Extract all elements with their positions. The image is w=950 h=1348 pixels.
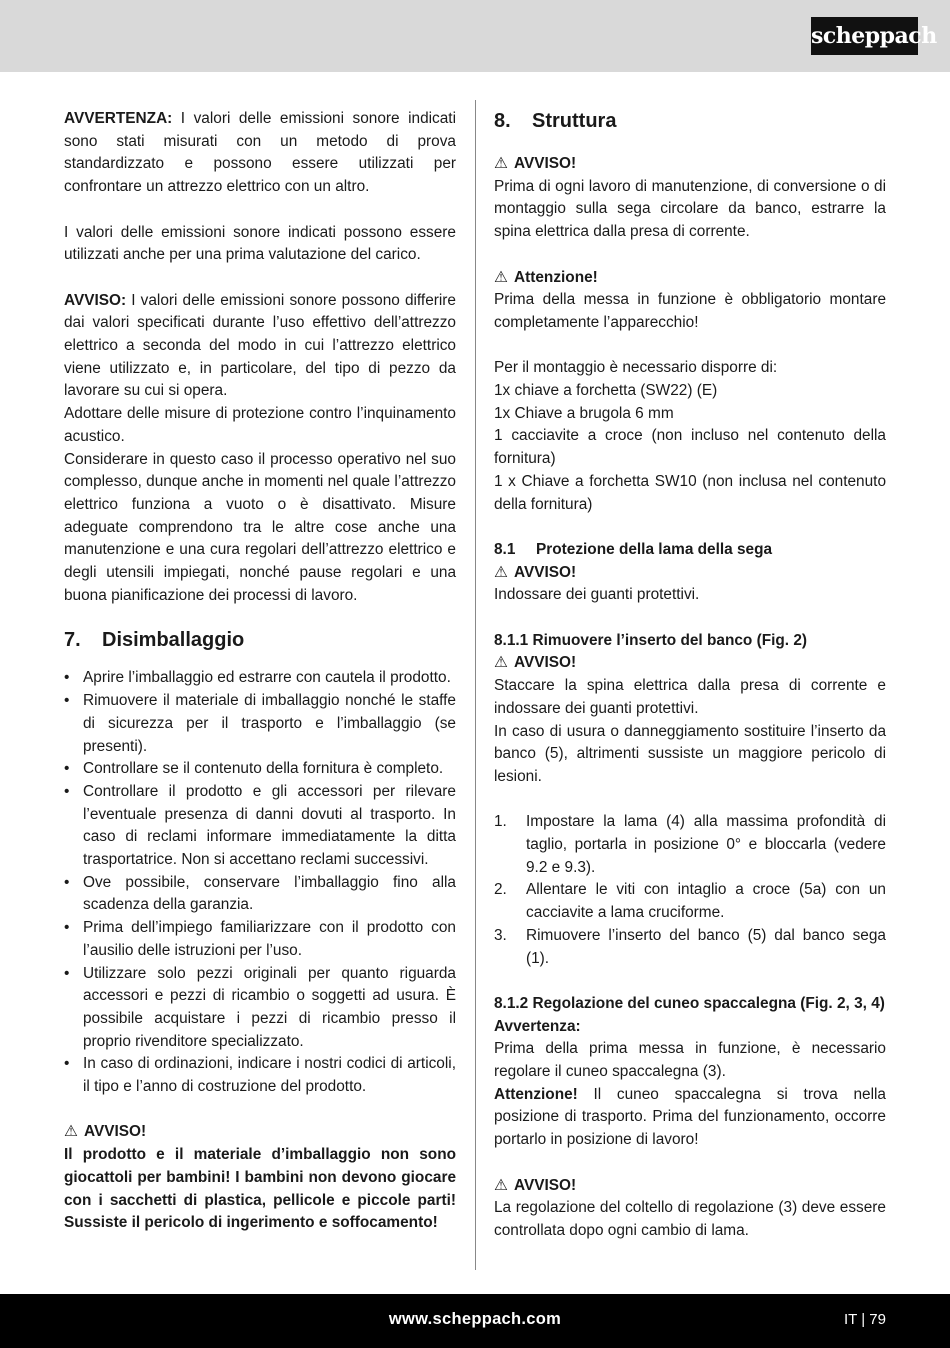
tool-item: 1 x Chiave a forchetta SW10 (non inclusa nel contenuto della fornitura) bbox=[494, 472, 886, 513]
list-item bbox=[494, 879, 886, 924]
list-item: • Ove possibile, conservare l’imballaggio fino alla scadenza della garanzia. bbox=[64, 872, 456, 917]
warning-label: AVVISO! bbox=[84, 1123, 147, 1141]
warning-heading bbox=[494, 562, 886, 585]
gloves-text: Indossare dei guanti protettivi. bbox=[494, 586, 700, 604]
section-8-heading bbox=[494, 108, 886, 134]
section-7-title: Disimballaggio bbox=[102, 629, 245, 652]
right-column bbox=[494, 108, 886, 1243]
section-7-heading bbox=[64, 627, 456, 653]
process-paragraph: Considerare in questo caso il processo operativo nel suo complesso, dunque anche in momenti nel quale l’attrezzo elettrico funziona a vuoto o è disattivato. Misure adeguate comprendono tra le altre cose anche una manutenzione e una cura regolari dell’attrezzo elettrico e degli utensili impiegati, nonché pause regolari e una buona pianificazione dei processi di lavoro. bbox=[64, 450, 456, 604]
unplug-text: Staccare la spina elettrica dalla presa di corrente e indossare dei guanti protettivi. bbox=[494, 677, 886, 717]
header-band bbox=[0, 0, 950, 72]
attention-paragraph bbox=[494, 1084, 886, 1152]
section-8-1-title: Protezione della lama della sega bbox=[536, 540, 773, 558]
section-8-title: Struttura bbox=[532, 110, 617, 132]
step-text: Impostare la lama (4) alla massima profondità di taglio, portarla in posizione 0° e bloccarla (vedere 9.2 e 9.3). bbox=[526, 813, 886, 876]
step-text: Rimuovere l’inserto del banco (5) dal banco sega (1). bbox=[526, 926, 886, 967]
noise-warning-paragraph bbox=[64, 108, 456, 199]
tools-intro: Per il montaggio è necessario disporre di: bbox=[494, 359, 778, 377]
step-number: 2. bbox=[494, 881, 507, 899]
warning-label: AVVISO! bbox=[514, 563, 577, 581]
tool-item: 1x Chiave a brugola 6 mm bbox=[494, 404, 674, 422]
assembly-warning-text: Prima della messa in funzione è obbligatorio montare completamente l’apparecchio! bbox=[494, 291, 886, 331]
blade-change-text: La regolazione del coltello di regolazione (3) deve essere controllata dopo ogni cambio di lama. bbox=[494, 1199, 886, 1239]
warning-triangle-icon: ⚠ bbox=[494, 155, 508, 172]
list-item bbox=[494, 811, 886, 879]
child-warning-heading bbox=[64, 1121, 456, 1144]
left-column bbox=[64, 108, 456, 1235]
tool-item: 1x chiave a forchetta (SW22) (E) bbox=[494, 382, 718, 399]
section-8-1-heading bbox=[494, 539, 886, 562]
attention-label: Attenzione! bbox=[514, 268, 598, 286]
notice-paragraph bbox=[64, 290, 456, 404]
section-8-number: 8. bbox=[494, 110, 511, 132]
note-label: Avvertenza: bbox=[494, 1017, 581, 1035]
page-number: IT | 79 bbox=[844, 1311, 886, 1328]
footer-bar bbox=[0, 1294, 950, 1348]
attention-heading bbox=[494, 267, 886, 290]
list-item: • Utilizzare solo pezzi originali per quanto riguarda accessori e pezzi di ricambio o soggetti ad usura. È possibile acquistare i pezzi di ricambio presso il proprio rivenditore specializzato. bbox=[64, 963, 456, 1054]
child-warning-text: Il prodotto e il materiale d’imballaggio non sono giocattoli per bambini! I bambini non devono giocare con i sacchetti di plastica, pellicole e piccole parti! Sussiste il pericolo di ingerimento e soffocamento! bbox=[64, 1146, 456, 1232]
warning-label: AVVISO! bbox=[514, 1176, 577, 1194]
warning-triangle-icon: ⚠ bbox=[64, 1123, 78, 1141]
attention-text: Il cuneo spaccalegna si trova nella posizione di trasporto. Prima del funzionamento, occorre portarlo in posizione di lavoro! bbox=[494, 1085, 886, 1149]
warning-label: AVVISO! bbox=[514, 654, 577, 672]
noise-values-paragraph: I valori delle emissioni sonore indicati possono essere utilizzati anche per una prima valutazione del carico. bbox=[64, 223, 456, 264]
avvertenza-label: AVVERTENZA: bbox=[64, 110, 173, 127]
avviso-text: I valori delle emissioni sonore possono differire dai valori specificati durante l’uso effettivo dell’attrezzo elettrico a seconda del modo in cui l’attrezzo elettrico viene utilizzato e, in particolare, del tipo di pezzo da lavorare su cui si opera. bbox=[64, 291, 456, 400]
tool-item: 1 cacciavite a croce (non incluso nel contenuto della fornitura) bbox=[494, 427, 886, 468]
warning-triangle-icon: ⚠ bbox=[494, 563, 508, 581]
column-divider bbox=[475, 100, 476, 1270]
avviso-label: AVVISO: bbox=[64, 291, 127, 309]
warning-triangle-icon: ⚠ bbox=[494, 654, 508, 672]
list-item: • Prima dell’impiego familiarizzare con il prodotto con l’ausilio delle istruzioni per l’uso. bbox=[64, 917, 456, 962]
step-number: 3. bbox=[494, 926, 507, 944]
step-text: Allentare le viti con intaglio a croce (5a) con un cacciavite a lama cruciforme. bbox=[526, 881, 886, 922]
section-8-1-2-heading: 8.1.2 Regolazione del cuneo spaccalegna (Fig. 2, 3, 4) bbox=[494, 994, 885, 1012]
avvertenza-text: I valori delle emissioni sonore indicati sono stati misurati con un metodo di prova standardizzato e possono essere utilizzati per confrontare un attrezzo elettrico con un altro. bbox=[64, 110, 456, 196]
list-item: • In caso di ordinazioni, indicare i nostri codici di articoli, il tipo e l’anno di costruzione del prodotto. bbox=[64, 1053, 456, 1098]
list-item: • Rimuovere il materiale di imballaggio nonché le staffe di sicurezza per il trasporto e l’imballaggio (se presenti). bbox=[64, 690, 456, 758]
list-item: • Controllare se il contenuto della fornitura è completo. bbox=[64, 758, 456, 781]
insert-replace-text: In caso di usura o danneggiamento sostituire l’inserto da banco (5), altrimenti sussiste un maggiore pericolo di lesioni. bbox=[494, 722, 886, 785]
warning-heading bbox=[494, 153, 886, 176]
maintenance-warning-text: Prima di ogni lavoro di manutenzione, di conversione o di montaggio sulla sega circolare da banco, estrarre la spina elettrica dalla presa di corrente. bbox=[494, 177, 886, 241]
step-number: 1. bbox=[494, 813, 507, 831]
warning-heading bbox=[494, 652, 886, 675]
list-item: • Aprire l’imballaggio ed estrarre con cautela il prodotto. bbox=[64, 667, 456, 690]
warning-triangle-icon: ⚠ bbox=[494, 1176, 508, 1194]
steps-list bbox=[494, 811, 886, 970]
section-7-number: 7. bbox=[64, 629, 81, 652]
website-link[interactable]: www.scheppach.com bbox=[388, 1310, 562, 1328]
warning-heading bbox=[494, 1175, 886, 1198]
unpacking-list bbox=[64, 667, 456, 1098]
warning-triangle-icon: ⚠ bbox=[494, 268, 508, 286]
warning-label: AVVISO! bbox=[514, 155, 577, 172]
attention-label: Attenzione! bbox=[494, 1085, 578, 1103]
list-item: • Controllare il prodotto e gli accessori per rilevare l’eventuale presenza di danni dovuti al trasporto. In caso di reclami informare immediatamente la ditta trasportatrice. Non si accettano reclami successivi. bbox=[64, 781, 456, 872]
protection-paragraph: Adottare delle misure di protezione contro l’inquinamento acustico. bbox=[64, 405, 456, 445]
list-item bbox=[494, 925, 886, 970]
section-8-1-1-heading: 8.1.1 Rimuovere l’inserto del banco (Fig. 2) bbox=[494, 631, 808, 649]
section-8-1-number: 8.1 bbox=[494, 540, 516, 558]
brand-logo: scheppach bbox=[811, 17, 918, 55]
note-text: Prima della prima messa in funzione, è necessario regolare il cuneo spaccalegna (3). bbox=[494, 1040, 886, 1081]
